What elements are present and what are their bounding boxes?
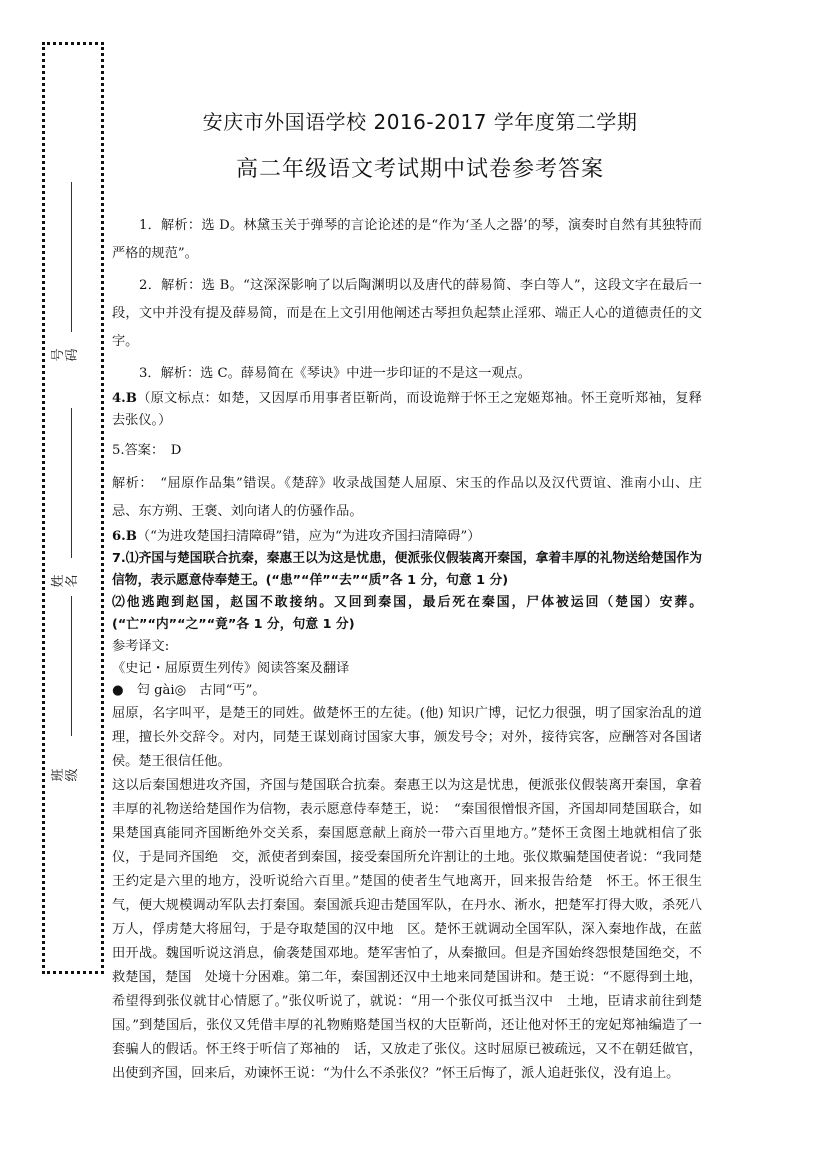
answer-q5: 5.答案： D	[112, 443, 182, 458]
answer-q7-part1: 7.⑴齐国与楚国联合抗秦，秦惠王以为这是忧患，便派张仪假装离开秦国，拿着丰厚的礼物送给楚国作为信物，表示愿意侍奉楚王。(“患”“佯”“去”“质”各 1 分，句意 1 分)	[112, 551, 702, 588]
document-subtitle: 高二年级语文考试期中试卷参考答案	[235, 157, 604, 182]
reference-subheading: 《史记・屈原贾生列传》阅读答案及翻译	[112, 661, 350, 676]
answer-q5-analysis: 解析： “屈原作品集”错误。《楚辞》收录战国楚人屈原、宋玉的作品以及汉代贾谊、淮南小山、庄忌、东方朔、王褒、刘向诸人的仿骚作品。	[112, 476, 702, 519]
answer-content	[112, 212, 702, 1086]
answer-q7-part2: ⑵他逃跑到赵国，赵国不敢接纳。又回到秦国，最后死在秦国，尸体被运回（楚国）安葬。(“亡”“内”“之”“竟”各 1 分，句意 1 分)	[112, 595, 702, 632]
answer-q4-label: 4.B	[112, 391, 137, 406]
answer-q1: 1．解析：选 D。林黛玉关于弹琴的言论论述的是“作为‘圣人之器’的琴，演奏时自然有其独特而严格的规范”。	[112, 218, 702, 261]
reference-heading: 参考译文:	[112, 639, 170, 654]
answer-q6-label: 6.B	[112, 529, 137, 544]
answer-q6-text: （“为进攻楚国扫清障碍”错，应为“为进攻齐国扫清障碍”）	[136, 529, 481, 544]
answer-q4	[112, 388, 702, 432]
answer-q6	[112, 526, 702, 548]
name-label: 姓名	[51, 574, 80, 588]
translation-paragraph-2: 这以后秦国想进攻齐国，齐国与楚国联合抗秦。秦惠王以为这是忧患，便派张仪假装离开秦国，拿着丰厚的礼物送给楚国作为信物，表示愿意侍奉楚王，说： “秦国很憎恨齐国，齐国却同楚国联合，如果楚国真能同齐国断绝外交关系，秦国愿意献上商於一带六百里地方。”楚怀王贪图土地就相信了张仪，于是同齐国绝 交，派使者到秦国，接受秦国所允许割让的土地。张仪欺骗楚国使者说：“我同楚王约定是六里的地方，没听说给六百里。”楚国的使者生气地离开，回来报告给楚 怀王。怀王很生气，便大规模调动军队去打秦国。秦国派兵迎击楚国军队，在丹水、淅水，把楚军打得大败，杀死八万人，俘虏楚大将屈匄，于是夺取楚国的汉中地 区。楚怀王就调动全国军队，深入秦地作战，在蓝田开战。魏国听说这消息，偷袭楚国邓地。楚军害怕了，从秦撤回。但是齐国始终怨恨楚国绝交，不救楚国，楚国 处境十分困难。第二年，秦国割还汉中土地来同楚国讲和。楚王说：“不愿得到土地，希望得到张仪就甘心情愿了。”张仪听说了，就说：“用一个张仪可抵当汉中 土地，臣请求前往到楚国。”到楚国后，张仪又凭借丰厚的礼物贿赂楚国当权的大臣靳尚，还让他对怀王的宠妃郑袖编造了一套骗人的假话。怀王终于听信了郑袖的 话，又放走了张仪。这时屈原已被疏远，又不在朝廷做官，出使到齐国，回来后，劝谏怀王说：“为什么不杀张仪？”怀王后悔了，派人追赶张仪，没有追上。	[112, 778, 702, 1081]
answer-q2: 2．解析：选 B。“这深深影响了以后陶渊明以及唐代的薛易简、李白等人”，这段文字在最后一段，文中并没有提及薛易简，而是在上文引用他阐述古琴担负起禁止淫邪、端正人心的道德责任的文字。	[112, 278, 702, 349]
binding-margin-box	[42, 42, 104, 974]
class-label: 班级	[51, 768, 80, 782]
class-blank-line	[71, 596, 72, 736]
reference-note: ● 匄 gài◎ 古同“丐”。	[112, 683, 266, 698]
answer-q4-text: （原文标点：如楚，又因厚币用事者臣靳尚，而设诡辩于怀王之宠姬郑袖。怀王竟听郑袖，复释去张仪。）	[112, 391, 702, 428]
title-block	[130, 108, 710, 184]
translation-paragraph-1: 屈原，名字叫平，是楚王的同姓。做楚怀王的左徒。(他) 知识广博，记忆力很强，明了国家治乱的道理，擅长外交辞令。对内，同楚王谋划商讨国家大事，颁发号令；对外，接待宾客，应酬答对各国诸侯。楚王很信任他。	[112, 706, 702, 769]
name-blank-line	[71, 408, 72, 558]
number-label: 号码	[51, 348, 80, 362]
number-blank-line	[71, 182, 72, 332]
document-title: 安庆市外国语学校 2016-2017 学年度第二学期	[202, 110, 638, 134]
answer-q3: 3．解析：选 C。薛易简在《琴诀》中进一步印证的不是这一观点。	[139, 366, 531, 381]
